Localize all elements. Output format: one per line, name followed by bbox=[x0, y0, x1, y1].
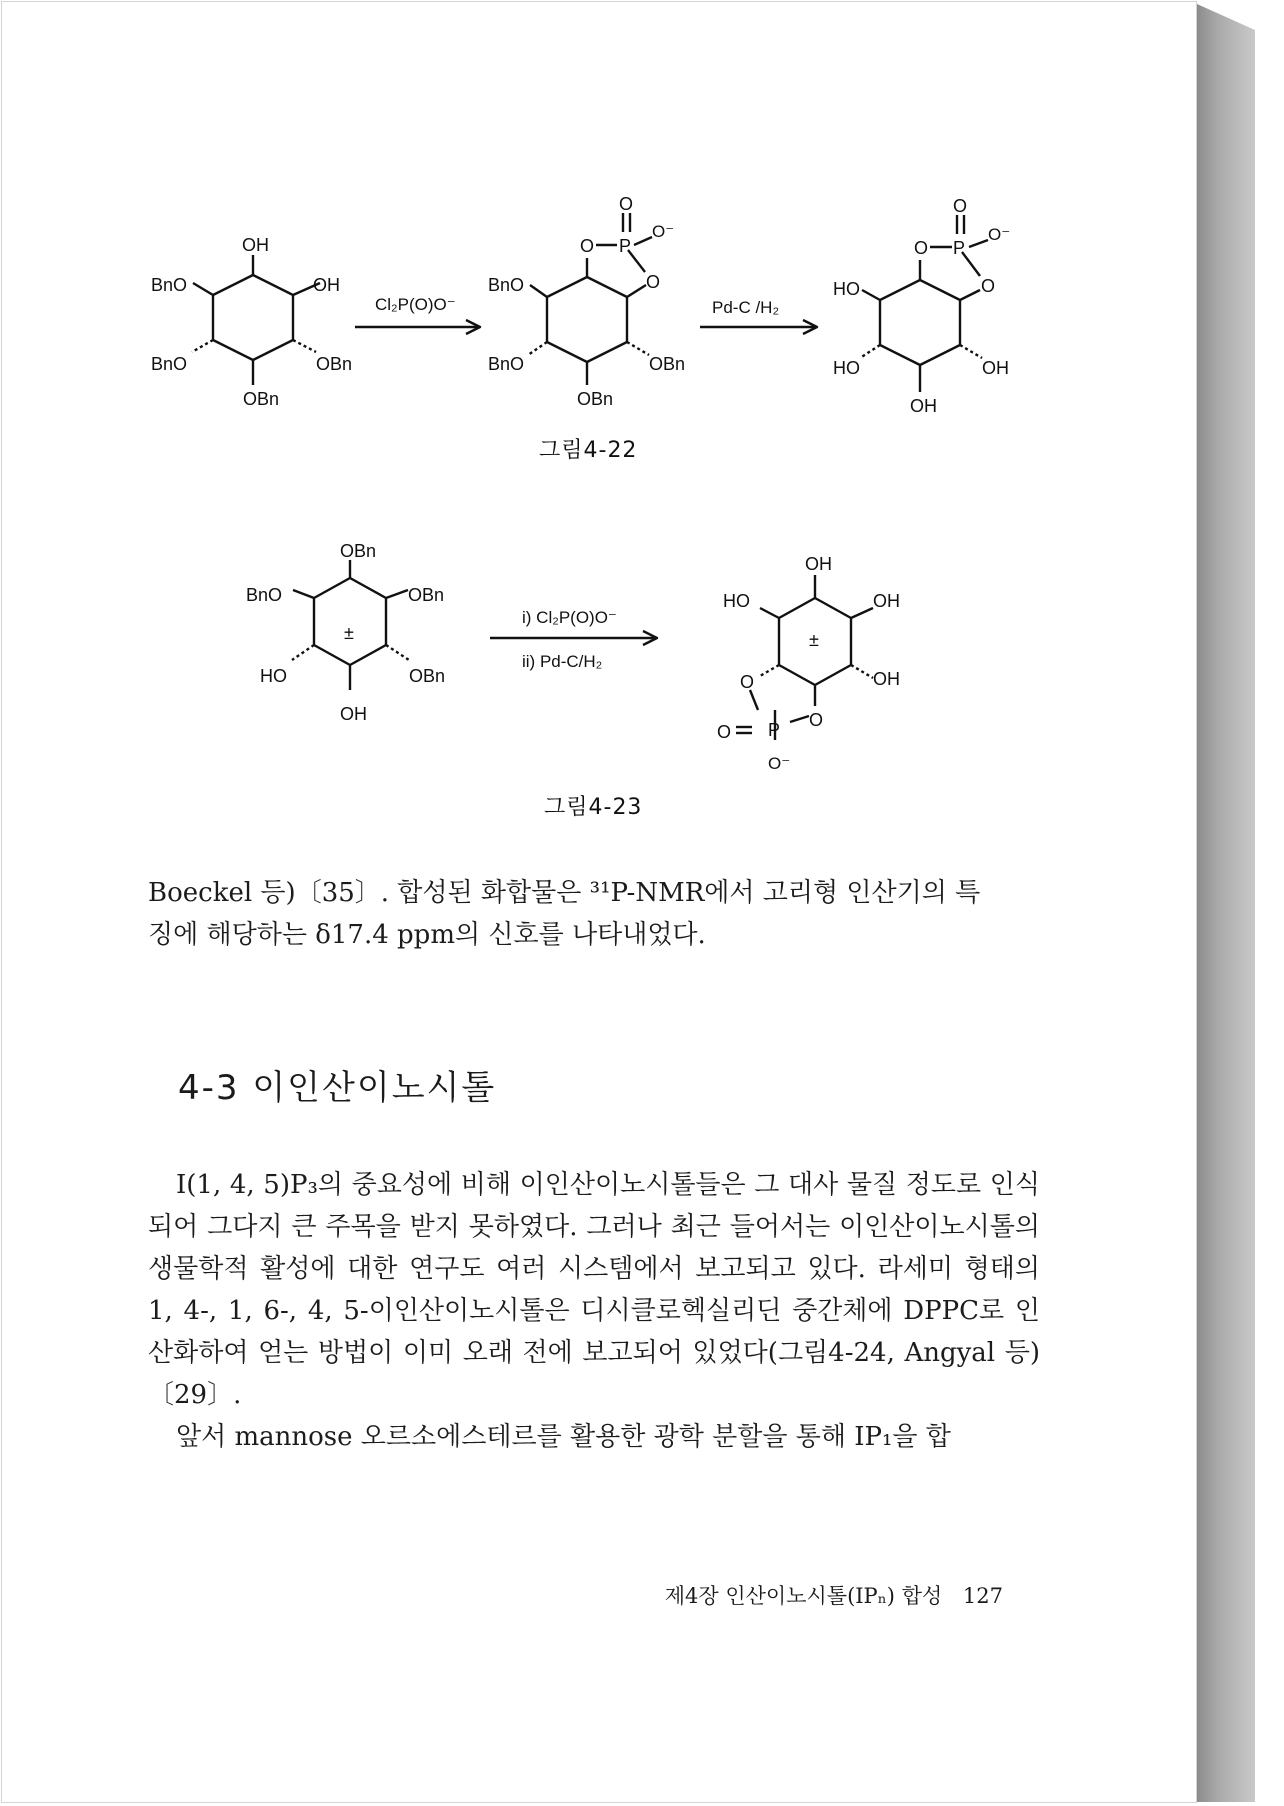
mol2-o-top: O bbox=[619, 194, 634, 214]
figure-4-23 bbox=[0, 0, 1197, 800]
figure-4-23-caption: 그림4-23 bbox=[544, 795, 643, 820]
mol4-ho-left-down: HO bbox=[260, 666, 287, 686]
mol3-o-minus: O⁻ bbox=[988, 225, 1011, 244]
paragraph-3-text: 앞서 mannose 오르소에스테르를 활용한 광학 분할을 통해 IP₁을 합 bbox=[176, 1422, 951, 1452]
mol1-obn-bottom: OBn bbox=[243, 389, 280, 409]
paragraph-2-text: I(1, 4, 5)P₃의 중요성에 비해 이인산이노시톨들은 그 대사 물질 정도로 인식되어 그다지 큰 주목을 받지 못하였다. 그러나 최근 들어서는 이인산이노시톨의 생물학적 활성에 대한 연구도 여러 시스템에서 보고되고 있다. 라세미 형태의 1, 4-, 1, 6-, 4, 5-이인산이노시톨은 디시클로헥실리딘 중간체에 DPPC로 인산화하여 얻는 방법이 이미 오래 전에 보고되어 있었다(그림4-24, Angyal 등)〔29〕. bbox=[148, 1170, 1040, 1410]
reagent-cl2po: Cl₂P(O)O⁻ bbox=[375, 295, 456, 314]
mol3-ho-left-up: HO bbox=[833, 279, 860, 299]
paragraph-2 bbox=[148, 1164, 1040, 1458]
mol1-oh-right: OH bbox=[313, 275, 340, 295]
mol5-p: P bbox=[768, 720, 781, 740]
mol3-ho-left-down: HO bbox=[833, 358, 860, 378]
mol2-o-left: O bbox=[580, 236, 595, 256]
mol4-bno-left-up: BnO bbox=[246, 585, 283, 605]
mol3-oh-bottom: OH bbox=[910, 396, 937, 416]
mol2-bno-left-up: BnO bbox=[488, 275, 525, 295]
mol4-obn-top: OBn bbox=[340, 541, 377, 561]
page-footer bbox=[665, 1580, 1003, 1610]
paragraph-1-line-1: Boeckel 등)〔35〕. 합성된 화합물은 ³¹P-NMR에서 고리형 인산기의 특 bbox=[148, 878, 981, 908]
mol4-obn-right-up: OBn bbox=[408, 585, 445, 605]
mol3-o-ring: O bbox=[981, 276, 996, 296]
reagent-pdc-h2: Pd-C /H₂ bbox=[712, 298, 780, 317]
mol4-pm: ± bbox=[344, 623, 354, 643]
reagent-i: i) Cl₂P(O)O⁻ bbox=[522, 608, 617, 627]
mol5-oh-right-down: OH bbox=[873, 669, 900, 689]
mol4-obn-right-down: OBn bbox=[409, 666, 446, 686]
mol4-oh-bottom: OH bbox=[340, 704, 367, 724]
book-page-edge bbox=[1197, 4, 1255, 1802]
mol5-ho-left-up: HO bbox=[723, 591, 750, 611]
footer-chapter-title: 제4장 인산이노시톨(IPₙ) 합성 bbox=[664, 1584, 943, 1608]
mol5-o-double: O bbox=[717, 722, 732, 742]
mol5-oh-right-up: OH bbox=[873, 591, 900, 611]
mol3-oh-right-down: OH bbox=[982, 358, 1009, 378]
mol2-bno-left-down: BnO bbox=[488, 354, 525, 374]
mol2-o-ring: O bbox=[646, 272, 661, 292]
mol3-o-top: O bbox=[953, 196, 968, 216]
mol3-o-left: O bbox=[914, 238, 929, 258]
mol2-p: P bbox=[619, 236, 632, 256]
mol2-obn-right-down: OBn bbox=[649, 354, 686, 374]
mol5-o-ring2: O bbox=[809, 710, 824, 730]
paragraph-1-line-2: 징에 해당하는 δ17.4 ppm의 신호를 나타내었다. bbox=[148, 920, 706, 950]
mol5-pm: ± bbox=[809, 630, 819, 650]
footer-page-number: 127 bbox=[962, 1584, 1003, 1608]
mol3-p: P bbox=[953, 238, 966, 258]
mol5-o-minus: O⁻ bbox=[768, 754, 791, 773]
mol5-oh-top: OH bbox=[805, 554, 832, 574]
figure-4-22-caption: 그림4-22 bbox=[539, 438, 638, 463]
section-heading: 4-3 이인산이노시톨 bbox=[178, 1068, 497, 1108]
mol1-obn-right-down: OBn bbox=[316, 354, 353, 374]
mol4-ring bbox=[314, 578, 386, 665]
mol1-oh-top: OH bbox=[242, 235, 269, 255]
mol1-bno-left-up: BnO bbox=[151, 275, 188, 295]
paragraph-1 bbox=[148, 872, 1040, 956]
mol5-o-ring1: O bbox=[740, 672, 755, 692]
mol2-o-minus: O⁻ bbox=[652, 222, 675, 241]
reagent-ii: ii) Pd-C/H₂ bbox=[522, 652, 603, 671]
mol1-bno-left-down: BnO bbox=[151, 354, 188, 374]
mol2-obn-bottom: OBn bbox=[577, 389, 614, 409]
